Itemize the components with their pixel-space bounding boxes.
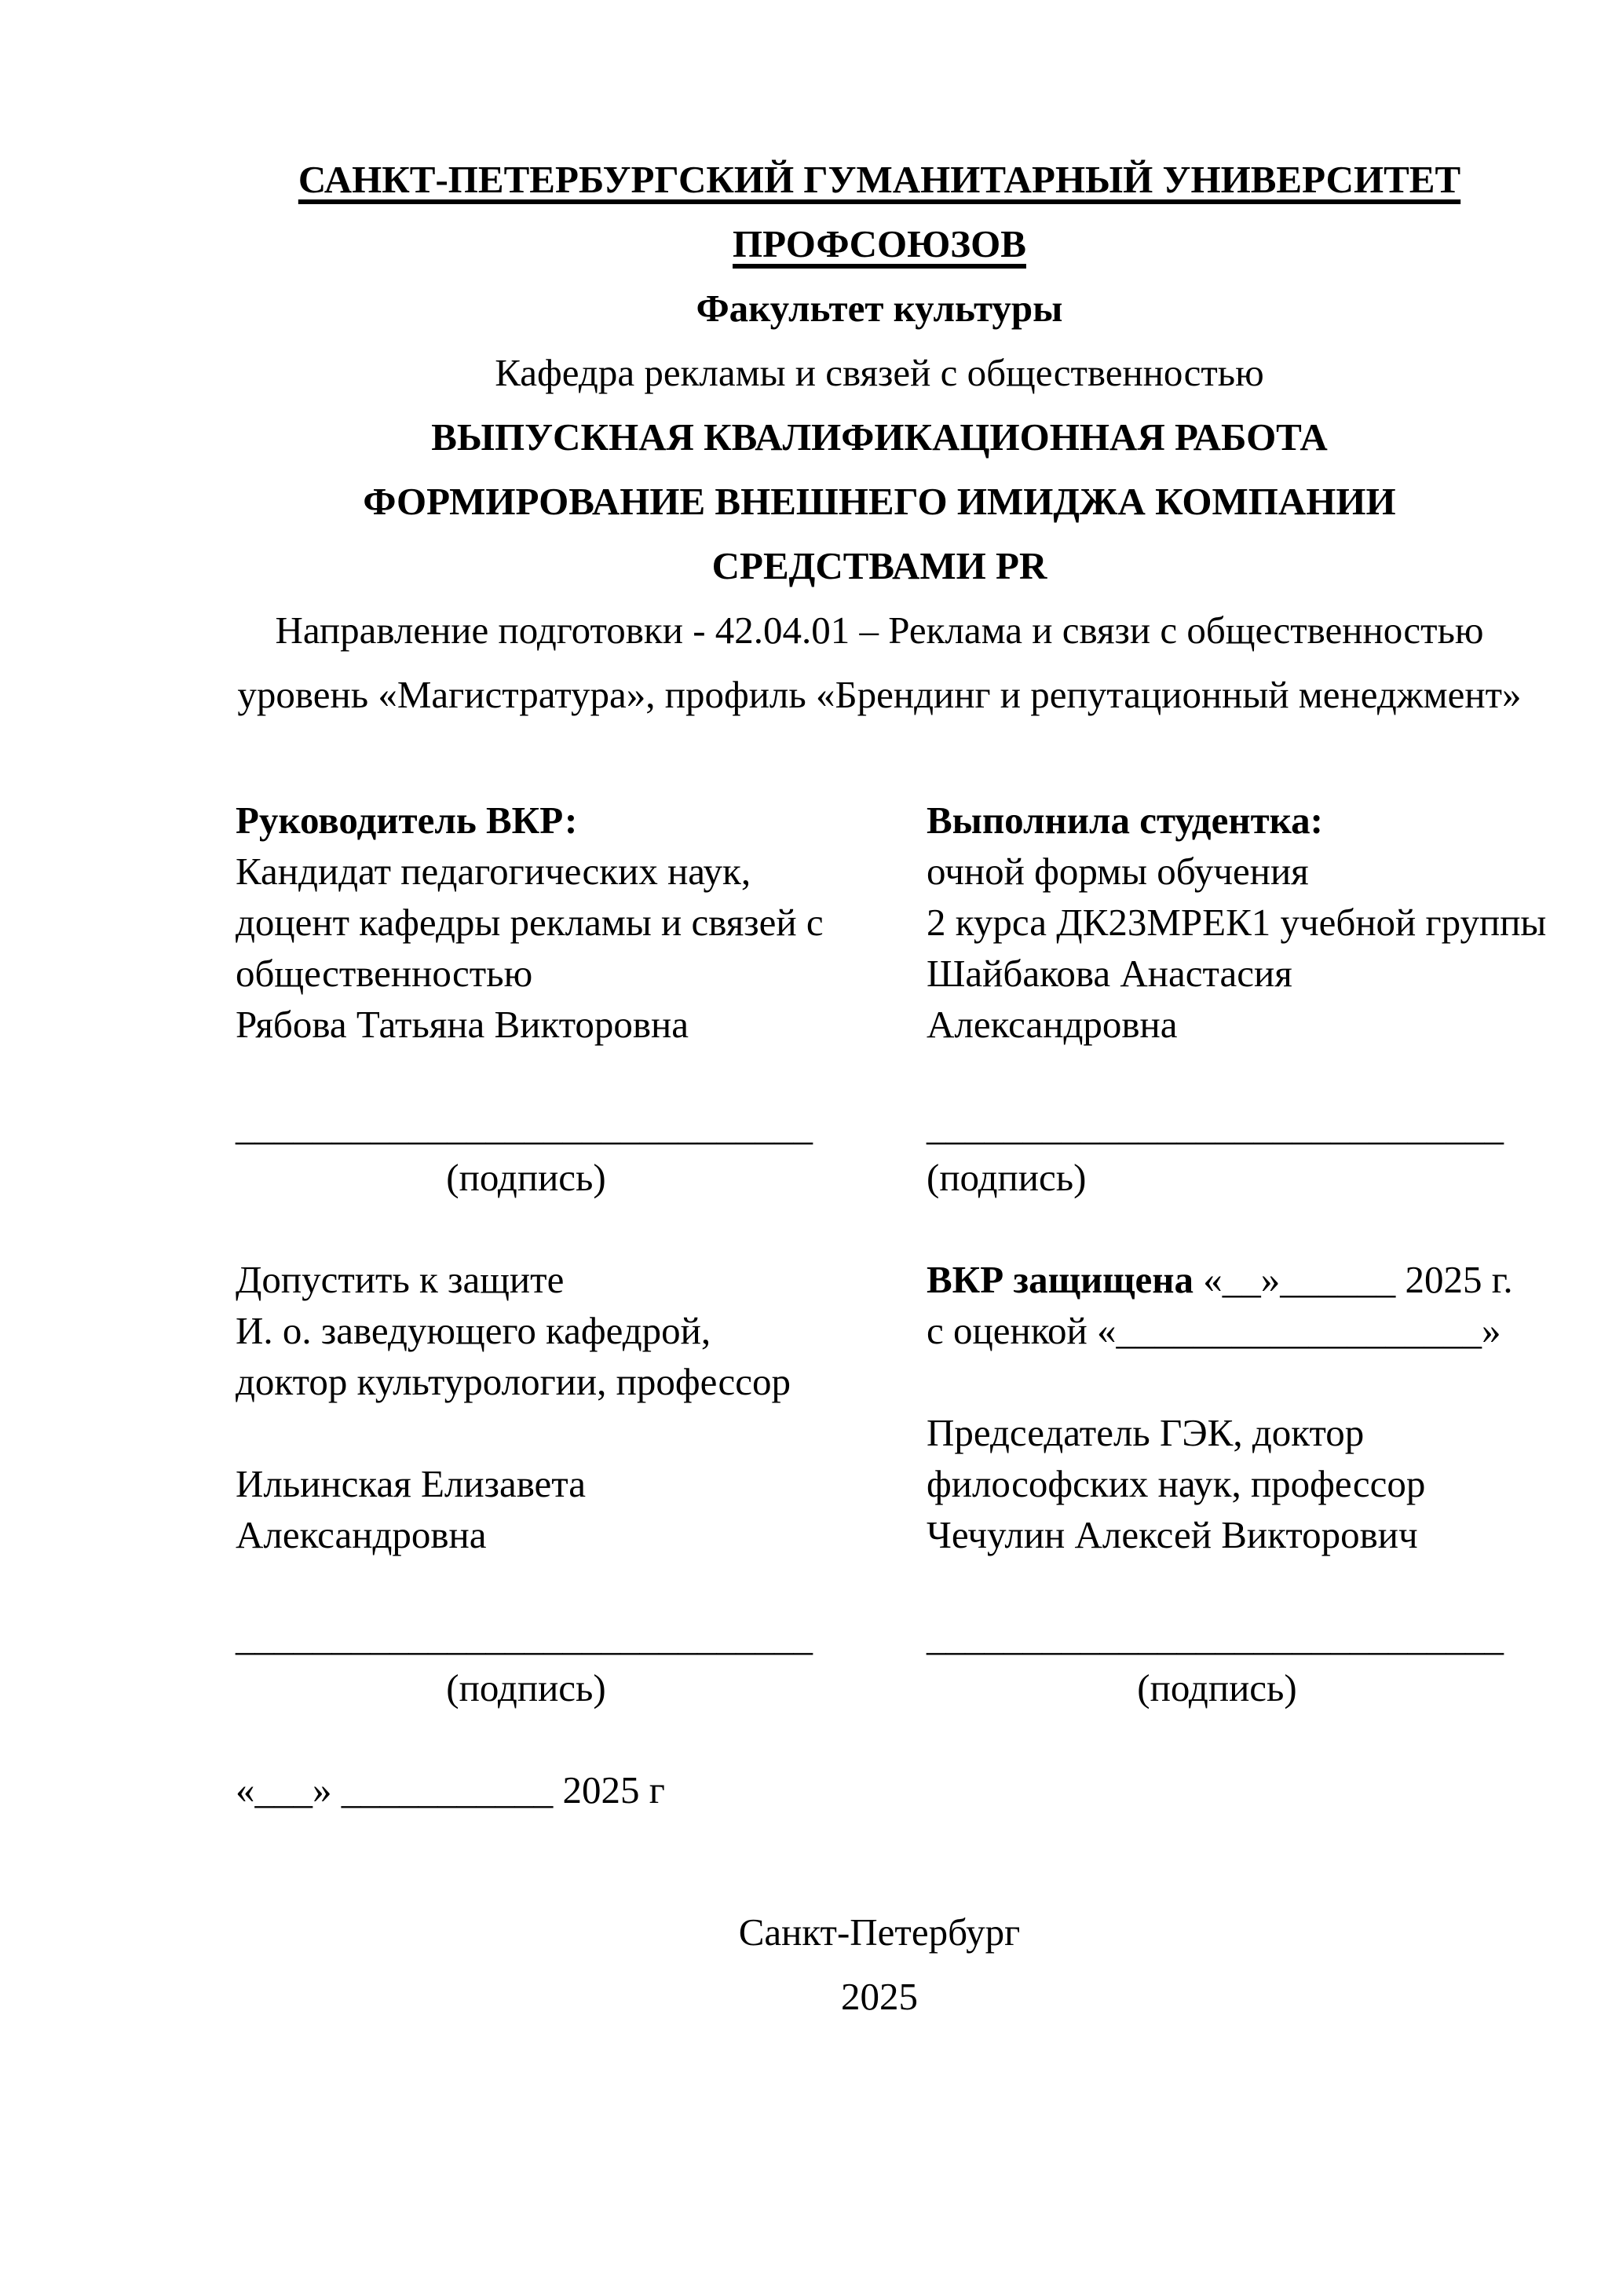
student-study-form-line: очной формы обучения <box>927 850 1309 893</box>
gek-chair-line1: Председатель ГЭК, доктор <box>927 1411 1365 1454</box>
supervisor-position-line: доцент кафедры рекламы и связей с <box>236 901 824 944</box>
headings-row <box>236 795 1602 846</box>
head-degree-line: доктор культурологии, профессор <box>236 1360 791 1403</box>
work-type-heading: ВЫПУСКНАЯ КВАЛИФИКАЦИОННАЯ РАБОТА <box>431 415 1328 459</box>
city-line: Санкт-Петербург <box>738 1910 1021 1954</box>
thesis-title-line2: СРЕДСТВАМИ PR <box>711 544 1047 587</box>
head-name-line1: Ильинская Елизавета <box>236 1462 587 1505</box>
admission-date-line: «___» ___________ 2025 г <box>236 1768 665 1812</box>
signature-captions-row-2 <box>236 1662 1602 1713</box>
supervisor-name: Рябова Татьяна Викторовна <box>236 1003 689 1046</box>
gek-chair-line2: философских наук, профессор <box>927 1462 1426 1505</box>
head-name-line2: Александровна <box>236 1513 487 1556</box>
acting-head-line: И. о. заведующего кафедрой, <box>236 1309 711 1352</box>
defense-defended-label: ВКР защищена <box>927 1258 1194 1301</box>
blank-row <box>236 1050 1602 1101</box>
signature-lines-row-2 <box>236 1611 1602 1662</box>
student-name-line2: Александровна <box>927 1003 1178 1046</box>
program-line: Направление подготовки - 42.04.01 – Реклама и связи с общественностью <box>275 609 1484 652</box>
university-name-line1: САНКТ-ПЕТЕРБУРГСКИЙ ГУМАНИТАРНЫЙ УНИВЕРСИТЕТ <box>298 158 1461 201</box>
head-signature-line: ______________________________ <box>236 1615 813 1658</box>
university-name-line2: ПРОФСОЮЗОВ <box>733 222 1026 265</box>
gek-chair-signature-line: ______________________________ <box>927 1615 1504 1658</box>
signatories-section <box>236 795 1602 1815</box>
supervisor-degree-line: Кандидат педагогических наук, <box>236 850 751 893</box>
student-group-line: 2 курса ДК23МРЕК1 учебной группы <box>927 901 1547 944</box>
thesis-title-line1: ФОРМИРОВАНИЕ ВНЕШНЕГО ИМИДЖА КОМПАНИИ <box>363 480 1396 523</box>
faculty-name: Факультет культуры <box>696 287 1063 330</box>
document-header <box>236 148 1523 727</box>
blank-row <box>236 1560 1602 1611</box>
defense-date-line <box>927 1254 1523 1305</box>
student-heading: Выполнила студентка: <box>927 799 1323 842</box>
supervisor-position-line2: общественностью <box>236 952 533 995</box>
signature-lines-row-1 <box>236 1101 1602 1152</box>
year-line: 2025 <box>841 1975 918 2018</box>
signature-captions-row-1 <box>236 1152 1602 1203</box>
supervisor-heading: Руководитель ВКР: <box>236 799 578 842</box>
student-signature-caption: (подпись) <box>927 1156 1087 1199</box>
department-name: Кафедра рекламы и связей с общественностью <box>495 351 1264 394</box>
blank-row <box>236 1713 1602 1764</box>
student-name-line1: Шайбакова Анастасия <box>927 952 1292 995</box>
level-profile-line: уровень «Магистратура», профиль «Брендинг и репутационный менеджмент» <box>237 673 1522 716</box>
blank-row <box>236 1203 1602 1254</box>
head-signature-caption: (подпись) <box>446 1666 606 1709</box>
supervisor-signature-line: ______________________________ <box>236 1105 813 1148</box>
defense-defended-blanks: «__»______ 2025 г. <box>1193 1258 1513 1301</box>
admission-line: Допустить к защите <box>236 1258 565 1301</box>
document-footer <box>236 1900 1523 2029</box>
grade-line: с оценкой «___________________» <box>927 1309 1501 1352</box>
gek-chair-name: Чечулин Алексей Викторович <box>927 1513 1418 1556</box>
gek-chair-signature-caption: (подпись) <box>1137 1666 1297 1709</box>
supervisor-signature-caption: (подпись) <box>446 1156 606 1199</box>
student-signature-line: ______________________________ <box>927 1105 1504 1148</box>
